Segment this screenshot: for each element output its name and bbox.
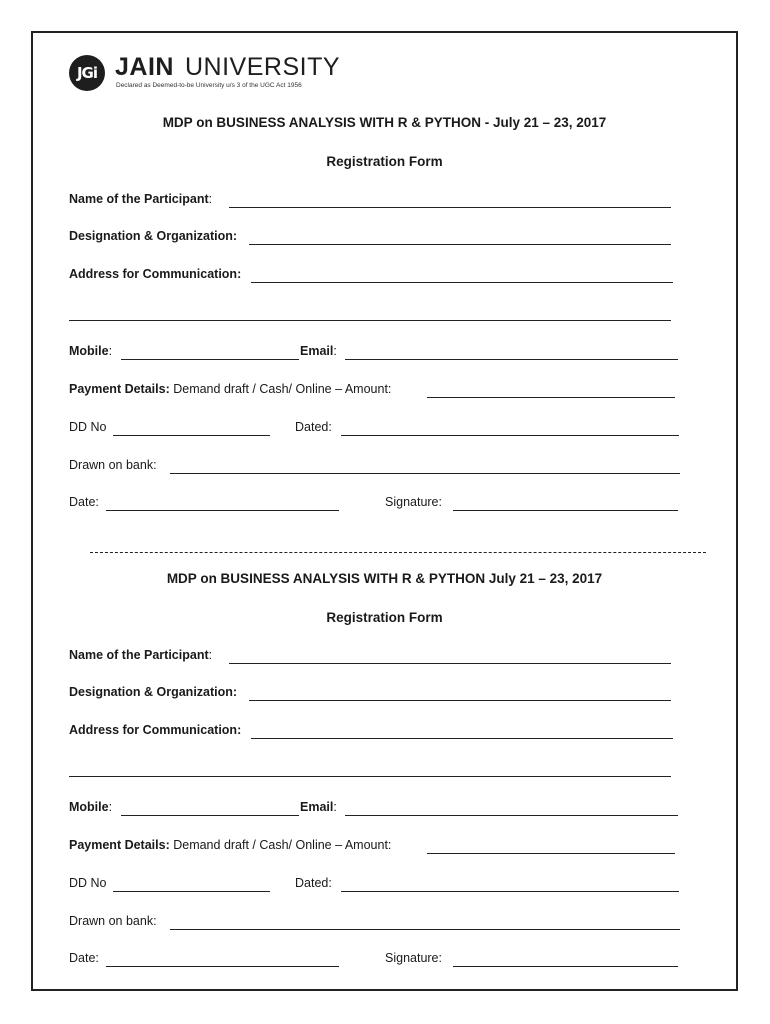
- bank-field[interactable]: [170, 473, 680, 474]
- mobile-field[interactable]: [121, 359, 299, 360]
- bank-label: Drawn on bank:: [69, 914, 157, 928]
- dd-dated-field[interactable]: [341, 435, 679, 436]
- address-field[interactable]: [251, 738, 673, 739]
- participant-label: Name of the Participant:: [69, 648, 213, 662]
- bank-label: Drawn on bank:: [69, 458, 157, 472]
- email-label: Email:: [300, 800, 337, 814]
- amount-field[interactable]: [427, 853, 675, 854]
- dd-label: DD No: [69, 876, 107, 890]
- participant-label: Name of the Participant:: [69, 192, 213, 206]
- designation-field[interactable]: [249, 244, 671, 245]
- designation-label: Designation & Organization:: [69, 229, 238, 243]
- university-tagline: Declared as Deemed-to-be University u/s 3 of the UGC Act 1956: [116, 82, 302, 89]
- address-field-line-2[interactable]: [69, 320, 671, 321]
- email-field[interactable]: [345, 815, 678, 816]
- university-name-rest: UNIVERSITY: [185, 53, 341, 81]
- designation-field[interactable]: [249, 700, 671, 701]
- date-label: Date:: [69, 951, 99, 965]
- signature-field[interactable]: [453, 510, 678, 511]
- dd-label: DD No: [69, 420, 107, 434]
- registration-document: [31, 31, 738, 991]
- form-title: MDP on BUSINESS ANALYSIS WITH R & PYTHON July 21 – 23, 2017: [166, 571, 603, 586]
- participant-field[interactable]: [229, 207, 671, 208]
- dd-number-field[interactable]: [113, 891, 270, 892]
- address-label: Address for Communication:: [69, 723, 242, 737]
- date-label: Date:: [69, 495, 99, 509]
- payment-label: Payment Details: Demand draft / Cash/ Online – Amount:: [69, 382, 392, 396]
- mobile-label: Mobile:: [69, 800, 113, 814]
- address-label: Address for Communication:: [69, 267, 242, 281]
- designation-label: Designation & Organization:: [69, 685, 238, 699]
- form-subtitle: Registration Form: [326, 154, 443, 169]
- address-field-line-2[interactable]: [69, 776, 671, 777]
- mobile-field[interactable]: [121, 815, 299, 816]
- cut-here-divider: [90, 552, 706, 553]
- dated-label: Dated:: [295, 420, 332, 434]
- signature-field[interactable]: [453, 966, 678, 967]
- participant-field[interactable]: [229, 663, 671, 664]
- email-label: Email:: [300, 344, 337, 358]
- address-field[interactable]: [251, 282, 673, 283]
- dd-dated-field[interactable]: [341, 891, 679, 892]
- date-field[interactable]: [106, 966, 339, 967]
- amount-field[interactable]: [427, 397, 675, 398]
- payment-label: Payment Details: Demand draft / Cash/ Online – Amount:: [69, 838, 392, 852]
- university-logo: [69, 54, 389, 94]
- jgi-logo-icon: JGi: [69, 55, 105, 91]
- bank-field[interactable]: [170, 929, 680, 930]
- form-subtitle: Registration Form: [326, 610, 443, 625]
- date-field[interactable]: [106, 510, 339, 511]
- signature-label: Signature:: [385, 495, 442, 509]
- signature-label: Signature:: [385, 951, 442, 965]
- dd-number-field[interactable]: [113, 435, 270, 436]
- form-title: MDP on BUSINESS ANALYSIS WITH R & PYTHON - July 21 – 23, 2017: [162, 115, 607, 130]
- dated-label: Dated:: [295, 876, 332, 890]
- email-field[interactable]: [345, 359, 678, 360]
- mobile-label: Mobile:: [69, 344, 113, 358]
- university-name-bold: JAIN: [115, 53, 174, 81]
